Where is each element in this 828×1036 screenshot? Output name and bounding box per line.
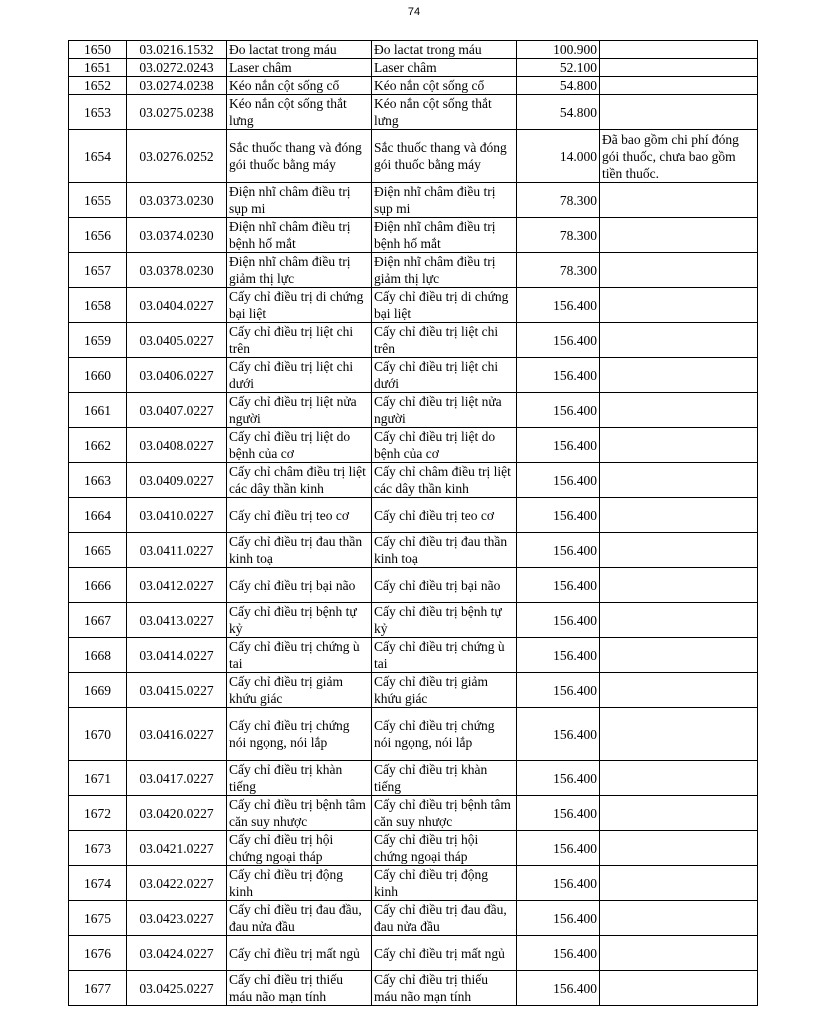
row-number-cell: 1659 <box>69 323 127 358</box>
price-cell: 78.300 <box>517 218 600 253</box>
table-row <box>69 393 758 428</box>
note-cell <box>600 936 758 971</box>
price-cell: 156.400 <box>517 533 600 568</box>
table-row <box>69 77 758 95</box>
row-number-cell: 1651 <box>69 59 127 77</box>
table-row <box>69 603 758 638</box>
price-cell: 156.400 <box>517 288 600 323</box>
price-cell: 54.800 <box>517 95 600 130</box>
table-row <box>69 253 758 288</box>
service-code-cell: 03.0415.0227 <box>127 673 227 708</box>
table-row <box>69 866 758 901</box>
service-code-cell: 03.0216.1532 <box>127 41 227 59</box>
row-number-cell: 1655 <box>69 183 127 218</box>
service-name-cell-2: Laser châm <box>372 59 517 77</box>
row-number-cell: 1656 <box>69 218 127 253</box>
service-name-cell-2: Điện nhĩ châm điều trị bệnh hố mắt <box>372 218 517 253</box>
price-cell: 156.400 <box>517 393 600 428</box>
service-code-cell: 03.0275.0238 <box>127 95 227 130</box>
note-cell <box>600 218 758 253</box>
row-number-cell: 1662 <box>69 428 127 463</box>
row-number-cell: 1676 <box>69 936 127 971</box>
price-cell: 156.400 <box>517 866 600 901</box>
price-cell: 54.800 <box>517 77 600 95</box>
price-cell: 156.400 <box>517 831 600 866</box>
table-row <box>69 761 758 796</box>
service-name-cell: Cấy chỉ điều trị liệt nửa người <box>227 393 372 428</box>
row-number-cell: 1666 <box>69 568 127 603</box>
service-code-cell: 03.0409.0227 <box>127 463 227 498</box>
row-number-cell: 1673 <box>69 831 127 866</box>
service-code-cell: 03.0406.0227 <box>127 358 227 393</box>
note-cell <box>600 796 758 831</box>
service-name-cell-2: Cấy chỉ điều trị khàn tiếng <box>372 761 517 796</box>
service-name-cell-2: Cấy chỉ điều trị giảm khứu giác <box>372 673 517 708</box>
service-name-cell: Cấy chỉ điều trị giảm khứu giác <box>227 673 372 708</box>
table-row <box>69 673 758 708</box>
service-code-cell: 03.0405.0227 <box>127 323 227 358</box>
service-code-cell: 03.0274.0238 <box>127 77 227 95</box>
note-cell <box>600 463 758 498</box>
service-name-cell-2: Điện nhĩ châm điều trị sụp mi <box>372 183 517 218</box>
service-name-cell-2: Cấy chỉ điều trị chứng nói ngọng, nói lắp <box>372 708 517 761</box>
service-name-cell: Cấy chỉ điều trị bệnh tâm căn suy nhược <box>227 796 372 831</box>
price-cell: 156.400 <box>517 901 600 936</box>
service-name-cell: Cấy chỉ điều trị liệt chi dưới <box>227 358 372 393</box>
service-code-cell: 03.0421.0227 <box>127 831 227 866</box>
price-cell: 156.400 <box>517 358 600 393</box>
note-cell <box>600 638 758 673</box>
service-code-cell: 03.0424.0227 <box>127 936 227 971</box>
table-row <box>69 323 758 358</box>
table-row <box>69 428 758 463</box>
service-name-cell: Cấy chỉ châm điều trị liệt các dây thần kinh <box>227 463 372 498</box>
row-number-cell: 1667 <box>69 603 127 638</box>
service-name-cell: Cấy chỉ điều trị di chứng bại liệt <box>227 288 372 323</box>
service-code-cell: 03.0420.0227 <box>127 796 227 831</box>
table-row <box>69 183 758 218</box>
service-code-cell: 03.0374.0230 <box>127 218 227 253</box>
service-name-cell: Cấy chỉ điều trị bại não <box>227 568 372 603</box>
service-name-cell: Cấy chỉ điều trị khàn tiếng <box>227 761 372 796</box>
service-name-cell: Cấy chỉ điều trị động kinh <box>227 866 372 901</box>
row-number-cell: 1670 <box>69 708 127 761</box>
service-name-cell-2: Cấy chỉ điều trị liệt chi trên <box>372 323 517 358</box>
service-name-cell-2: Đo lactat trong máu <box>372 41 517 59</box>
service-code-cell: 03.0378.0230 <box>127 253 227 288</box>
note-cell: Đã bao gồm chi phí đóng gói thuốc, chưa bao gồm tiền thuốc. <box>600 130 758 183</box>
price-cell: 156.400 <box>517 936 600 971</box>
service-code-cell: 03.0411.0227 <box>127 533 227 568</box>
service-code-cell: 03.0414.0227 <box>127 638 227 673</box>
service-name-cell: Cấy chỉ điều trị chứng nói ngọng, nói lắp <box>227 708 372 761</box>
row-number-cell: 1661 <box>69 393 127 428</box>
service-name-cell-2: Cấy chỉ châm điều trị liệt các dây thần kinh <box>372 463 517 498</box>
service-code-cell: 03.0404.0227 <box>127 288 227 323</box>
service-name-cell: Cấy chỉ điều trị đau đầu, đau nửa đầu <box>227 901 372 936</box>
service-name-cell-2: Cấy chỉ điều trị liệt do bệnh của cơ <box>372 428 517 463</box>
table-row <box>69 59 758 77</box>
row-number-cell: 1652 <box>69 77 127 95</box>
note-cell <box>600 866 758 901</box>
service-name-cell-2: Điện nhĩ châm điều trị giảm thị lực <box>372 253 517 288</box>
service-name-cell: Cấy chỉ điều trị bệnh tự kỷ <box>227 603 372 638</box>
table-row <box>69 971 758 1006</box>
table-row <box>69 130 758 183</box>
note-cell <box>600 393 758 428</box>
service-name-cell: Đo lactat trong máu <box>227 41 372 59</box>
table-row <box>69 533 758 568</box>
note-cell <box>600 901 758 936</box>
row-number-cell: 1660 <box>69 358 127 393</box>
note-cell <box>600 253 758 288</box>
service-code-cell: 03.0276.0252 <box>127 130 227 183</box>
service-name-cell-2: Cấy chỉ điều trị teo cơ <box>372 498 517 533</box>
service-name-cell: Điện nhĩ châm điều trị bệnh hố mắt <box>227 218 372 253</box>
table-row <box>69 218 758 253</box>
table-row <box>69 831 758 866</box>
service-name-cell-2: Kéo nắn cột sống cổ <box>372 77 517 95</box>
service-code-cell: 03.0412.0227 <box>127 568 227 603</box>
price-cell: 156.400 <box>517 463 600 498</box>
table-body <box>69 41 758 1006</box>
service-code-cell: 03.0272.0243 <box>127 59 227 77</box>
price-cell: 156.400 <box>517 638 600 673</box>
note-cell <box>600 41 758 59</box>
service-name-cell-2: Cấy chỉ điều trị thiếu máu não mạn tính <box>372 971 517 1006</box>
service-name-cell-2: Cấy chỉ điều trị hội chứng ngoại tháp <box>372 831 517 866</box>
note-cell <box>600 358 758 393</box>
service-name-cell-2: Cấy chỉ điều trị chứng ù tai <box>372 638 517 673</box>
note-cell <box>600 288 758 323</box>
note-cell <box>600 59 758 77</box>
price-cell: 14.000 <box>517 130 600 183</box>
row-number-cell: 1654 <box>69 130 127 183</box>
note-cell <box>600 971 758 1006</box>
row-number-cell: 1677 <box>69 971 127 1006</box>
note-cell <box>600 95 758 130</box>
service-code-cell: 03.0373.0230 <box>127 183 227 218</box>
service-name-cell-2: Cấy chỉ điều trị liệt nửa người <box>372 393 517 428</box>
price-cell: 52.100 <box>517 59 600 77</box>
service-name-cell: Cấy chỉ điều trị hội chứng ngoại tháp <box>227 831 372 866</box>
price-cell: 156.400 <box>517 708 600 761</box>
service-name-cell: Cấy chỉ điều trị đau thần kinh toạ <box>227 533 372 568</box>
service-code-cell: 03.0416.0227 <box>127 708 227 761</box>
service-name-cell-2: Cấy chỉ điều trị động kinh <box>372 866 517 901</box>
note-cell <box>600 603 758 638</box>
table-row <box>69 936 758 971</box>
row-number-cell: 1658 <box>69 288 127 323</box>
table-row <box>69 796 758 831</box>
price-cell: 156.400 <box>517 323 600 358</box>
service-name-cell-2: Cấy chỉ điều trị bệnh tâm căn suy nhược <box>372 796 517 831</box>
row-number-cell: 1653 <box>69 95 127 130</box>
service-name-cell-2: Sắc thuốc thang và đóng gói thuốc bằng máy <box>372 130 517 183</box>
note-cell <box>600 761 758 796</box>
table-row <box>69 638 758 673</box>
service-name-cell: Điện nhĩ châm điều trị giảm thị lực <box>227 253 372 288</box>
row-number-cell: 1663 <box>69 463 127 498</box>
service-name-cell-2: Cấy chỉ điều trị đau thần kinh toạ <box>372 533 517 568</box>
row-number-cell: 1674 <box>69 866 127 901</box>
service-code-cell: 03.0423.0227 <box>127 901 227 936</box>
row-number-cell: 1668 <box>69 638 127 673</box>
service-code-cell: 03.0408.0227 <box>127 428 227 463</box>
price-cell: 156.400 <box>517 498 600 533</box>
service-name-cell: Kéo nắn cột sống thắt lưng <box>227 95 372 130</box>
note-cell <box>600 708 758 761</box>
row-number-cell: 1657 <box>69 253 127 288</box>
service-code-cell: 03.0410.0227 <box>127 498 227 533</box>
service-code-cell: 03.0417.0227 <box>127 761 227 796</box>
service-name-cell: Cấy chỉ điều trị mất ngủ <box>227 936 372 971</box>
row-number-cell: 1669 <box>69 673 127 708</box>
price-cell: 156.400 <box>517 428 600 463</box>
note-cell <box>600 831 758 866</box>
page-number: 74 <box>407 6 421 18</box>
row-number-cell: 1671 <box>69 761 127 796</box>
service-name-cell-2: Cấy chỉ điều trị di chứng bại liệt <box>372 288 517 323</box>
price-cell: 100.900 <box>517 41 600 59</box>
service-name-cell-2: Cấy chỉ điều trị mất ngủ <box>372 936 517 971</box>
note-cell <box>600 673 758 708</box>
service-code-cell: 03.0413.0227 <box>127 603 227 638</box>
service-code-cell: 03.0422.0227 <box>127 866 227 901</box>
service-name-cell: Điện nhĩ châm điều trị sụp mi <box>227 183 372 218</box>
service-name-cell: Laser châm <box>227 59 372 77</box>
service-name-cell: Kéo nắn cột sống cổ <box>227 77 372 95</box>
service-name-cell-2: Cấy chỉ điều trị đau đầu, đau nửa đầu <box>372 901 517 936</box>
price-table <box>68 40 758 1006</box>
price-cell: 156.400 <box>517 761 600 796</box>
service-name-cell: Cấy chỉ điều trị teo cơ <box>227 498 372 533</box>
table-row <box>69 463 758 498</box>
note-cell <box>600 498 758 533</box>
price-cell: 156.400 <box>517 673 600 708</box>
table-row <box>69 358 758 393</box>
note-cell <box>600 183 758 218</box>
table-row <box>69 41 758 59</box>
table-row <box>69 708 758 761</box>
row-number-cell: 1650 <box>69 41 127 59</box>
service-name-cell: Cấy chỉ điều trị liệt do bệnh của cơ <box>227 428 372 463</box>
table-row <box>69 901 758 936</box>
row-number-cell: 1664 <box>69 498 127 533</box>
note-cell <box>600 428 758 463</box>
table-row <box>69 288 758 323</box>
row-number-cell: 1675 <box>69 901 127 936</box>
service-name-cell-2: Cấy chỉ điều trị liệt chi dưới <box>372 358 517 393</box>
row-number-cell: 1672 <box>69 796 127 831</box>
table-row <box>69 498 758 533</box>
service-name-cell-2: Cấy chỉ điều trị bệnh tự kỷ <box>372 603 517 638</box>
service-code-cell: 03.0425.0227 <box>127 971 227 1006</box>
row-number-cell: 1665 <box>69 533 127 568</box>
service-name-cell-2: Kéo nắn cột sống thắt lưng <box>372 95 517 130</box>
service-name-cell-2: Cấy chỉ điều trị bại não <box>372 568 517 603</box>
service-name-cell: Sắc thuốc thang và đóng gói thuốc bằng máy <box>227 130 372 183</box>
service-name-cell: Cấy chỉ điều trị thiếu máu não mạn tính <box>227 971 372 1006</box>
price-cell: 78.300 <box>517 183 600 218</box>
price-cell: 156.400 <box>517 603 600 638</box>
service-code-cell: 03.0407.0227 <box>127 393 227 428</box>
price-cell: 156.400 <box>517 568 600 603</box>
note-cell <box>600 568 758 603</box>
price-cell: 156.400 <box>517 971 600 1006</box>
price-cell: 78.300 <box>517 253 600 288</box>
table-row <box>69 568 758 603</box>
service-name-cell: Cấy chỉ điều trị chứng ù tai <box>227 638 372 673</box>
table-row <box>69 95 758 130</box>
note-cell <box>600 77 758 95</box>
note-cell <box>600 323 758 358</box>
note-cell <box>600 533 758 568</box>
price-cell: 156.400 <box>517 796 600 831</box>
service-name-cell: Cấy chỉ điều trị liệt chi trên <box>227 323 372 358</box>
